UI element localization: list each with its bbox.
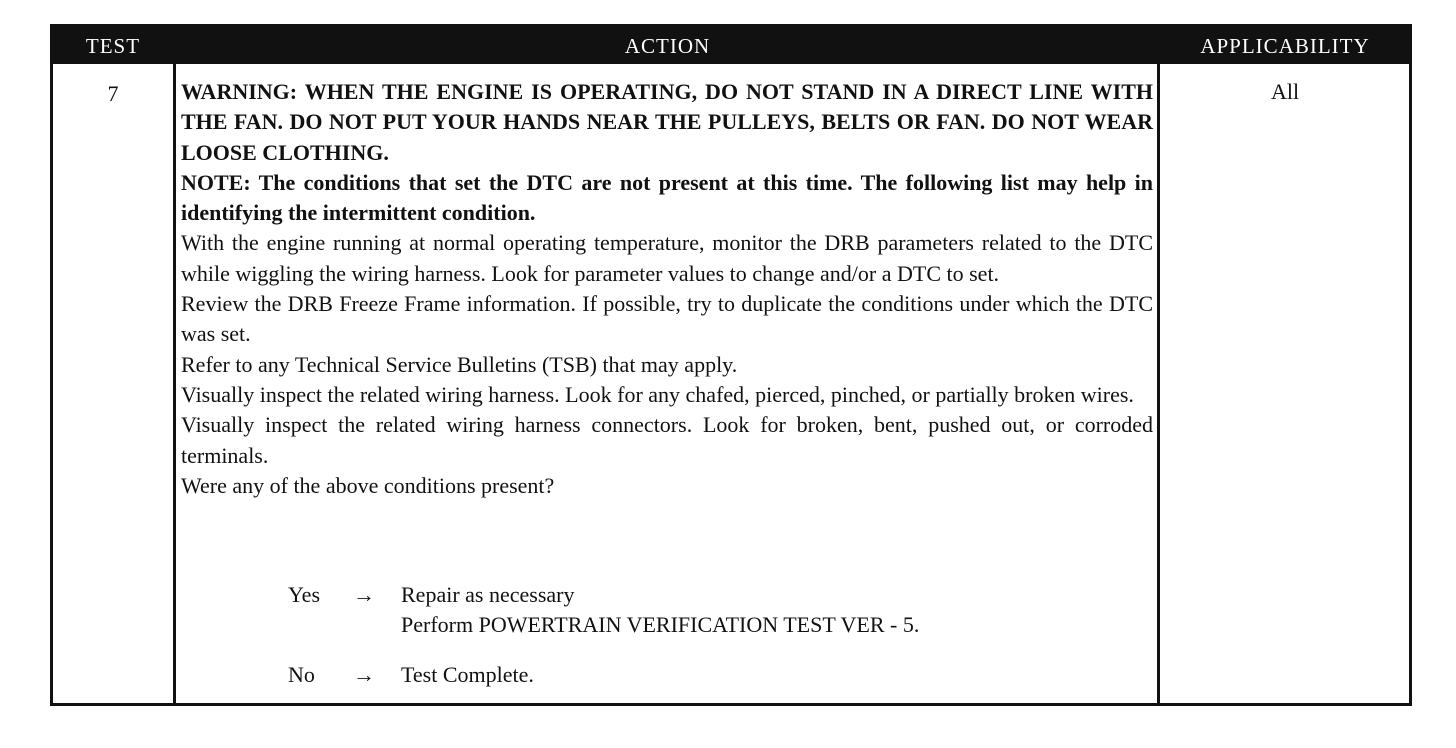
- yes-action-2: Perform POWERTRAIN VERIFICATION TEST VER - 5.: [401, 612, 920, 637]
- header-applicability: APPLICABILITY: [1200, 34, 1370, 58]
- diagnostic-table: [50, 24, 1412, 706]
- note-text: NOTE: The conditions that set the DTC are not present at this time. The following list may help in identifying the intermittent condition.: [181, 169, 1153, 226]
- yes-arrow: →: [353, 582, 375, 607]
- step-4: Visually inspect the related wiring harness. Look for any chafed, pierced, pinched, or partially broken wires.: [181, 381, 1134, 407]
- table-header: [53, 27, 1409, 64]
- applicability-value: All: [1270, 79, 1300, 104]
- yes-action-1: Repair as necessary: [401, 582, 575, 607]
- test-number: 7: [107, 81, 119, 106]
- step-5: Visually inspect the related wiring harness connectors. Look for broken, bent, pushed out, or corroded terminals.: [181, 412, 1153, 468]
- step-1: With the engine running at normal operating temperature, monitor the DRB parameters related to the DTC while wiggling the wiring harness. Look for parameter values to change and/or a DTC to set.: [181, 230, 1153, 286]
- action-text: [181, 77, 1153, 501]
- question: Were any of the above conditions present?: [181, 472, 555, 498]
- header-action: ACTION: [624, 34, 711, 58]
- step-2: Review the DRB Freeze Frame information. If possible, try to duplicate the conditions under which the DTC was set.: [181, 291, 1153, 347]
- yes-label: Yes: [288, 582, 321, 607]
- warning-text: WARNING: WHEN THE ENGINE IS OPERATING, DO NOT STAND IN A DIRECT LINE WITH THE FAN. DO NOT PUT YOUR HANDS NEAR THE PULLEYS, BELTS OR FAN. DO NOT WEAR LOOSE CLOTHING.: [181, 79, 1153, 165]
- column-divider-2: [1157, 64, 1160, 703]
- step-3: Refer to any Technical Service Bulletins (TSB) that may apply.: [181, 351, 738, 377]
- column-divider-1: [173, 64, 176, 703]
- no-action: Test Complete.: [401, 662, 534, 687]
- no-label: No: [288, 662, 315, 687]
- no-arrow: →: [353, 662, 375, 687]
- header-test: TEST: [85, 34, 141, 58]
